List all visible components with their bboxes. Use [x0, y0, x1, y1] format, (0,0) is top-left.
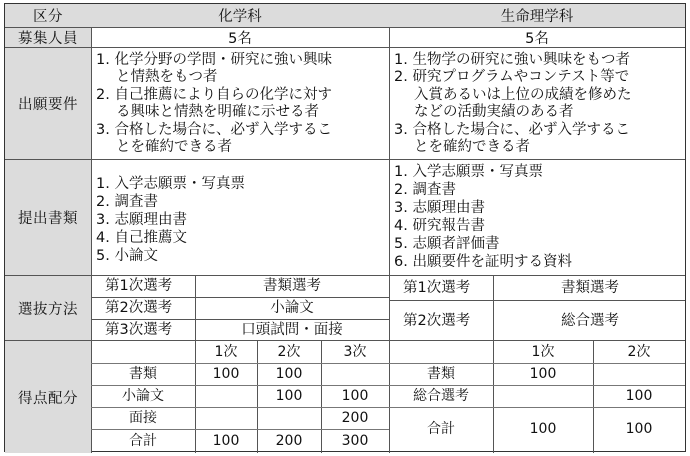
chem-score: 100	[275, 388, 303, 404]
chem-item-total: 合計	[129, 433, 157, 449]
chemistry-header: 化学科	[91, 4, 389, 27]
chem-col-3: 3次	[343, 344, 367, 360]
admission-table	[4, 3, 686, 452]
life-score-total: 100	[529, 421, 557, 437]
life-method-1: 書類選考	[561, 280, 619, 296]
chem-req-line: とを確約できる者	[116, 139, 232, 155]
life-col-2: 2次	[627, 344, 651, 360]
chem-stage-3: 第3次選考	[105, 322, 173, 338]
chem-score: 100	[275, 366, 303, 382]
life-req-line: 入賞あるいは上位の成績を修めた	[414, 87, 632, 103]
chem-req-line: る興味と情熱を明確に示せる者	[116, 104, 319, 120]
chem-method-1: 書類選考	[263, 278, 321, 294]
life-doc-item: 4. 研究報告書	[394, 218, 485, 234]
chem-req-line: 2. 自己推薦により自らの化学に対す	[96, 87, 332, 103]
chemistry-recruitment: 5名	[228, 31, 252, 47]
life-science-recruitment: 5名	[525, 31, 549, 47]
chem-method-3: 口頭試問・面接	[241, 322, 343, 338]
chem-stage-1: 第1次選考	[105, 278, 173, 294]
chem-score-total: 200	[275, 433, 303, 449]
life-item-total: 合計	[427, 421, 455, 437]
chem-score: 200	[341, 410, 369, 426]
header-row	[5, 4, 685, 28]
requirements-row	[5, 48, 685, 160]
life-score-total: 100	[625, 421, 653, 437]
life-req-line: とを確約できる者	[414, 139, 530, 155]
chem-doc-item: 1. 入学志願票・写真票	[96, 176, 245, 192]
recruitment-label: 募集人員	[5, 28, 91, 47]
chem-score: 100	[212, 366, 240, 382]
life-doc-item: 2. 調査書	[394, 182, 456, 198]
scoring-label: 得点配分	[5, 341, 91, 453]
chem-score-total: 100	[212, 433, 240, 449]
chem-col-1: 1次	[214, 344, 238, 360]
chem-req-line: 1. 化学分野の学問・研究に強い興味	[96, 52, 332, 68]
life-req-line: 2. 研究プログラムやコンテスト等で	[394, 69, 630, 85]
chem-item-interview: 面接	[129, 410, 157, 426]
life-score: 100	[529, 366, 557, 382]
life-stage-1: 第1次選考	[403, 280, 471, 296]
chem-method-2: 小論文	[270, 300, 314, 316]
life-item-overall: 総合選考	[413, 388, 469, 404]
life-doc-item: 3. 志願理由書	[394, 200, 485, 216]
life-item-docs: 書類	[427, 366, 455, 382]
chem-col-2: 2次	[277, 344, 301, 360]
selection-row	[5, 276, 685, 341]
chem-doc-item: 2. 調査書	[96, 194, 158, 210]
life-science-header: 生命理学科	[389, 4, 685, 27]
life-doc-item: 5. 志願者評価書	[394, 236, 500, 252]
life-stage-2: 第2次選考	[403, 313, 471, 329]
recruitment-row	[5, 28, 685, 48]
chem-doc-item: 3. 志願理由書	[96, 212, 187, 228]
life-score: 100	[625, 388, 653, 404]
chem-req-line: と情熱をもつ者	[116, 69, 218, 85]
division-header: 区分	[5, 4, 91, 27]
life-req-line: などの活動実績のある者	[414, 104, 574, 120]
life-doc-item: 1. 入学志願票・写真票	[394, 164, 543, 180]
scoring-row	[5, 341, 685, 453]
chem-item-docs: 書類	[129, 366, 157, 382]
life-col-1: 1次	[531, 344, 555, 360]
chem-score: 100	[341, 388, 369, 404]
requirements-label: 出願要件	[5, 48, 91, 159]
chem-item-essay: 小論文	[122, 388, 164, 404]
life-doc-item: 6. 出願要件を証明する資料	[394, 254, 572, 270]
life-method-2: 総合選考	[561, 313, 619, 329]
life-req-line: 1. 生物学の研究に強い興味をもつ者	[394, 52, 630, 68]
life-req-line: 3. 合格した場合に、必ず入学するこ	[394, 122, 630, 138]
chem-doc-item: 5. 小論文	[96, 248, 158, 264]
chem-doc-item: 4. 自己推薦文	[96, 230, 187, 246]
documents-label: 提出書類	[5, 160, 91, 275]
documents-row	[5, 160, 685, 276]
chem-req-line: 3. 合格した場合に、必ず入学するこ	[96, 122, 332, 138]
chem-stage-2: 第2次選考	[105, 300, 173, 316]
selection-label: 選抜方法	[5, 276, 91, 340]
chem-score-total: 300	[341, 433, 369, 449]
